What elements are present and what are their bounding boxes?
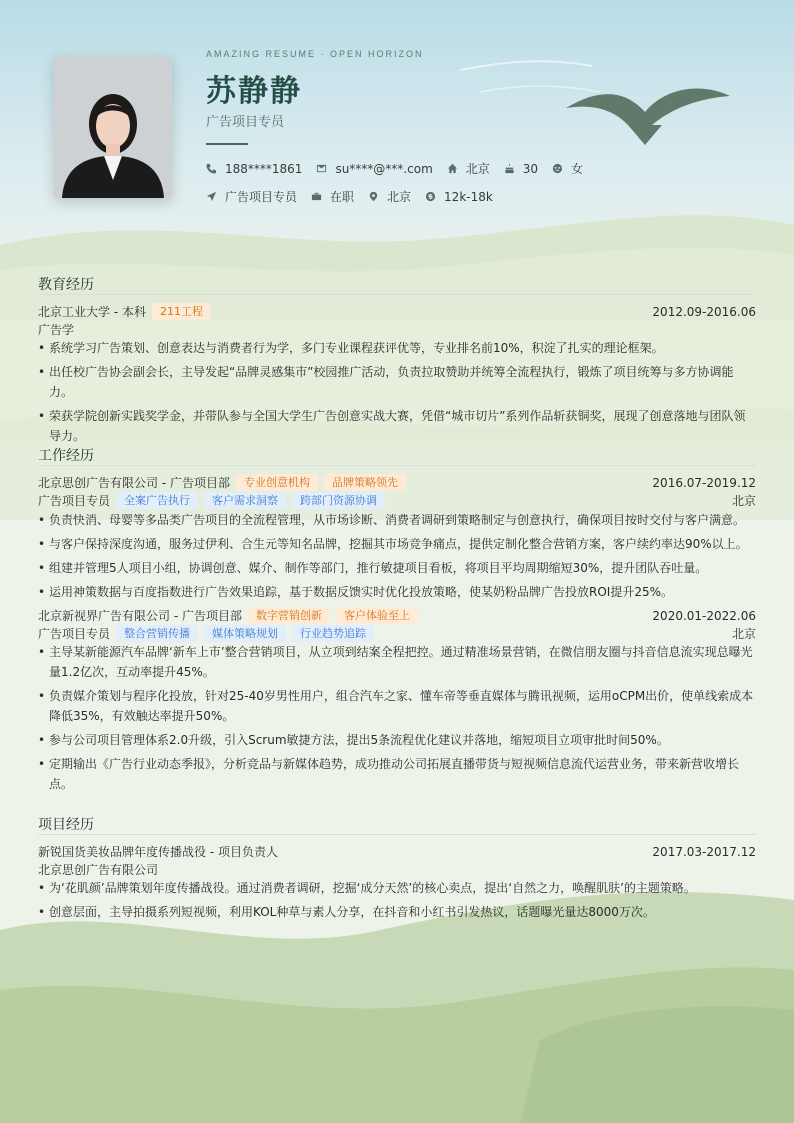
profile-photo [54, 56, 172, 198]
location-pin-icon [368, 191, 379, 202]
list-item: • 主导某新能源汽车品牌‘新车上市’整合营销项目，从立项到结案全程把控。通过精准场景营销，在微信朋友圈与抖音信息流实现总曝光量1.2亿次，互动率提升45%。 [38, 642, 756, 682]
project-org: 北京思创广告有限公司 [38, 863, 159, 877]
home-icon [447, 163, 458, 174]
intent-salary: 12k-18k [425, 190, 493, 204]
list-item: • 为‘花肌颜’品牌策划年度传播战役。通过消费者调研，挖掘‘成分天然’的核心卖点，提出‘自然之力，唤醒肌肤’的主题策略。 [38, 878, 756, 898]
title-divider [206, 143, 248, 145]
list-item: • 出任校广告协会副会长，主导发起“品牌灵感集市”校园推广活动，负责拉取赞助并统筹全流程执行，锻炼了项目统筹与多方协调能力。 [38, 362, 756, 402]
job-city: 北京 [731, 494, 756, 508]
job-header [38, 607, 756, 624]
contact-city: 北京 [447, 160, 490, 177]
role-tag: 整合营销传播 [116, 625, 198, 642]
company-tag: 专业创意机构 [236, 474, 318, 491]
list-item: • 负责快消、母婴等多品类广告项目的全流程管理，从市场诊断、消费者调研到策略制定与创意执行，确保项目按时交付与客户满意。 [38, 510, 756, 530]
job-role-row [38, 625, 756, 642]
list-item: • 负责媒介策划与程序化投放，针对25-40岁男性用户，组合汽车之家、懂车帝等垂直媒体与腾讯视频，运用oCPM出价，使单线索成本降低35%，有效触达率提升50%。 [38, 686, 756, 726]
phone-icon [206, 163, 217, 174]
job-title: 广告项目专员 [206, 115, 285, 130]
work-section-title: 工作经历 [38, 448, 94, 464]
education-period: 2012.09-2016.06 [652, 304, 756, 319]
company-name: 北京新视界广告有限公司 - 广告项目部 [38, 609, 242, 623]
education-header [38, 303, 756, 320]
intent-position: 广告项目专员 [206, 188, 297, 205]
list-item: • 与客户保持深度沟通，服务过伊利、合生元等知名品牌，挖掘其市场竞争痛点，提供定制化整合营销方案，客户续约率达90%以上。 [38, 534, 756, 554]
contact-phone: 188****1861 [206, 162, 302, 176]
list-item: • 组建并管理5人项目小组，协调创意、媒介、制作等部门，推行敏捷项目看板，将项目平均周期缩短30%，提升团队吞吐量。 [38, 558, 756, 578]
list-item: • 定期输出《广告行业动态季报》，分析竞品与新媒体趋势，成功推动公司拓展直播带货与短视频信息流代运营业务，带来新营收增长点。 [38, 754, 756, 794]
intent-city: 北京 [368, 188, 411, 205]
mail-icon [316, 163, 327, 174]
intent-status: 在职 [311, 188, 354, 205]
role-tag: 行业趋势追踪 [292, 625, 374, 642]
role-tag: 客户需求洞察 [204, 492, 286, 509]
job-role: 广告项目专员 [38, 627, 111, 641]
cake-icon [504, 163, 515, 174]
school-name: 北京工业大学 - 本科 [38, 305, 146, 319]
job-role-row [38, 492, 756, 509]
role-tag: 跨部门资源协调 [292, 492, 385, 509]
section-divider [38, 834, 756, 835]
candidate-name: 苏静静 [206, 74, 302, 109]
project-bullets [38, 878, 756, 926]
contact-gender: 女 [552, 160, 583, 177]
contact-row [206, 160, 597, 177]
list-item: • 系统学习广告策划、创意表达与消费者行为学，多门专业课程获评优等，专业排名前10%，积淀了扎实的理论框架。 [38, 338, 756, 358]
contact-email: su****@***.com [316, 162, 432, 176]
list-item: • 参与公司项目管理体系2.0升级，引入Scrum敏捷方法，提出5条流程优化建议并落地，缩短项目立项审批时间50%。 [38, 730, 756, 750]
job-city: 北京 [731, 627, 756, 641]
list-item: • 创意层面，主导拍摄系列短视频，利用KOL种草与素人分享，在抖音和小红书引发热议，话题曝光量达8000万次。 [38, 902, 756, 922]
company-name: 北京思创广告有限公司 - 广告项目部 [38, 476, 230, 490]
section-divider [38, 294, 756, 295]
job-role: 广告项目专员 [38, 494, 111, 508]
role-tag: 全案广告执行 [116, 492, 198, 509]
job-period: 2020.01-2022.06 [652, 608, 756, 623]
role-tag: 媒体策略规划 [204, 625, 286, 642]
project-header [38, 843, 756, 860]
education-major-row [38, 321, 756, 338]
section-divider [38, 465, 756, 466]
briefcase-icon [311, 191, 322, 202]
contact-age: 30 [504, 162, 538, 176]
money-icon [425, 191, 436, 202]
job-header [38, 474, 756, 491]
projects-section-title: 项目经历 [38, 817, 94, 833]
education-section-title: 教育经历 [38, 277, 94, 293]
company-tag: 客户体验至上 [336, 607, 418, 624]
project-name: 新锐国货美妆品牌年度传播战役 - 项目负责人 [38, 845, 278, 859]
company-tag: 品牌策略领先 [324, 474, 406, 491]
company-tag: 数字营销创新 [248, 607, 330, 624]
face-icon [552, 163, 563, 174]
job-bullets [38, 642, 756, 798]
send-icon [206, 191, 217, 202]
tagline: AMAZING RESUME · OPEN HORIZON [206, 49, 424, 59]
major: 广告学 [38, 323, 75, 337]
education-bullets [38, 338, 756, 450]
list-item: • 运用神策数据与百度指数进行广告效果追踪，基于数据反馈实时优化投放策略，使某奶粉品牌广告投放ROI提升25%。 [38, 582, 756, 602]
job-period: 2016.07-2019.12 [652, 475, 756, 490]
project-org-row [38, 861, 756, 878]
intent-row [206, 188, 507, 205]
job-bullets [38, 510, 756, 606]
list-item: • 荣获学院创新实践奖学金，并带队参与全国大学生广告创意实战大赛，凭借“城市切片”系列作品斩获铜奖，展现了创意落地与团队领导力。 [38, 406, 756, 446]
school-tag: 211工程 [152, 303, 211, 320]
project-period: 2017.03-2017.12 [652, 844, 756, 859]
